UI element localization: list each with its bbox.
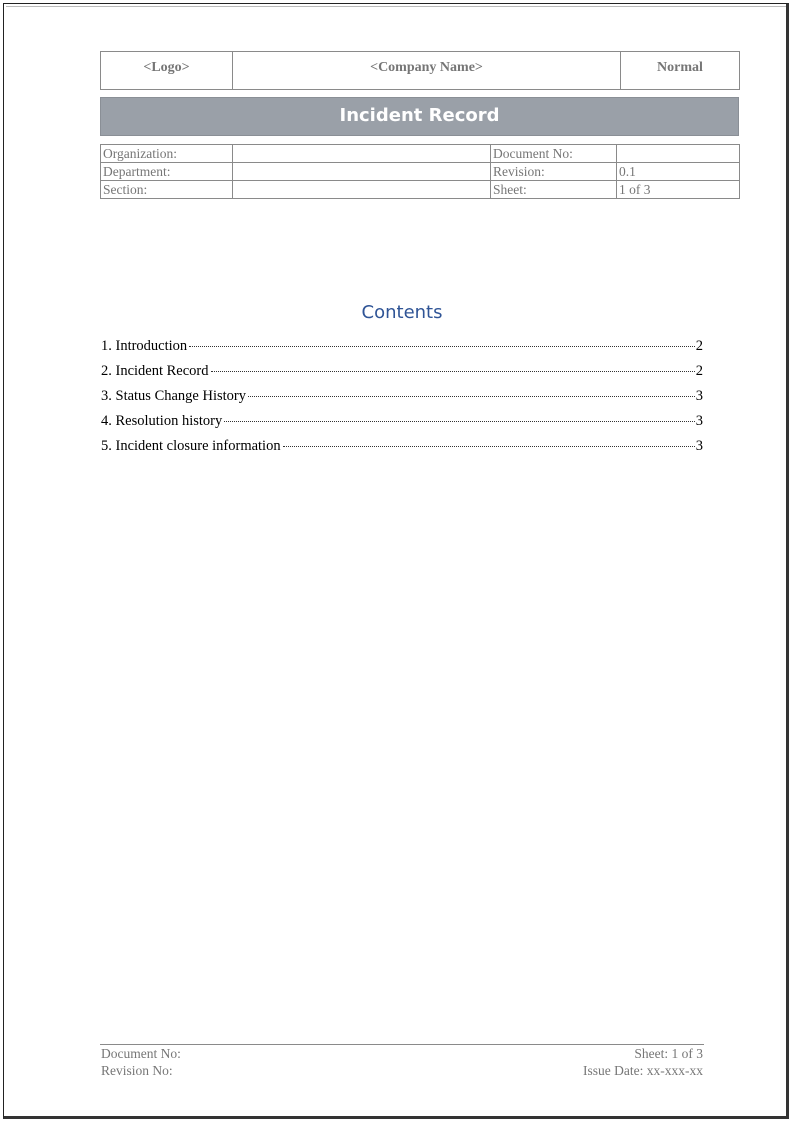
toc-item-incident-record[interactable] [101, 363, 703, 388]
info-row-organization [101, 145, 740, 163]
footer-document-no: Document No: [101, 1046, 181, 1061]
footer-revision-no: Revision No: [101, 1063, 173, 1078]
footer-issue-date: Issue Date: xx-xxx-xx [583, 1063, 703, 1078]
department-label: Department: [101, 163, 233, 181]
company-name: <Company Name> [233, 52, 621, 90]
toc-item-status-change-history[interactable] [101, 388, 703, 413]
toc-item-label: 4. Resolution history [101, 413, 223, 429]
footer-divider [100, 1044, 704, 1045]
toc-item-introduction[interactable] [101, 338, 703, 363]
toc-item-incident-closure-information[interactable] [101, 438, 703, 463]
section-label: Section: [101, 181, 233, 199]
toc-leader-dots [211, 371, 695, 372]
toc-item-page: 2 [695, 363, 703, 379]
contents-heading: Contents [361, 302, 443, 323]
info-row-section [101, 181, 740, 199]
document-title: Incident Record [100, 97, 739, 136]
revision-value: 0.1 [617, 163, 740, 181]
toc-leader-dots [189, 346, 695, 347]
toc-leader-dots [283, 446, 695, 447]
document-no-value [617, 145, 740, 163]
toc-item-page: 3 [695, 388, 703, 404]
top-edge-line [6, 6, 786, 7]
toc-item-page: 3 [695, 438, 703, 454]
classification-label: Normal [621, 52, 740, 90]
logo-placeholder: <Logo> [101, 52, 233, 90]
sheet-value: 1 of 3 [617, 181, 740, 199]
toc-item-page: 3 [695, 413, 703, 429]
toc-item-label: 1. Introduction [101, 338, 188, 354]
sheet-label: Sheet: [491, 181, 617, 199]
toc-leader-dots [224, 421, 695, 422]
document-no-label: Document No: [491, 145, 617, 163]
header-table [100, 51, 740, 90]
toc-leader-dots [248, 396, 695, 397]
toc-item-resolution-history[interactable] [101, 413, 703, 438]
revision-label: Revision: [491, 163, 617, 181]
organization-label: Organization: [101, 145, 233, 163]
info-table [100, 144, 740, 199]
toc-item-label: 3. Status Change History [101, 388, 246, 404]
toc-item-label: 5. Incident closure information [101, 438, 281, 454]
section-value [233, 181, 491, 199]
organization-value [233, 145, 491, 163]
info-row-department [101, 163, 740, 181]
footer-sheet: Sheet: 1 of 3 [634, 1046, 703, 1061]
department-value [233, 163, 491, 181]
toc-item-page: 2 [695, 338, 703, 354]
toc-item-label: 2. Incident Record [101, 363, 209, 379]
table-of-contents [101, 338, 703, 463]
